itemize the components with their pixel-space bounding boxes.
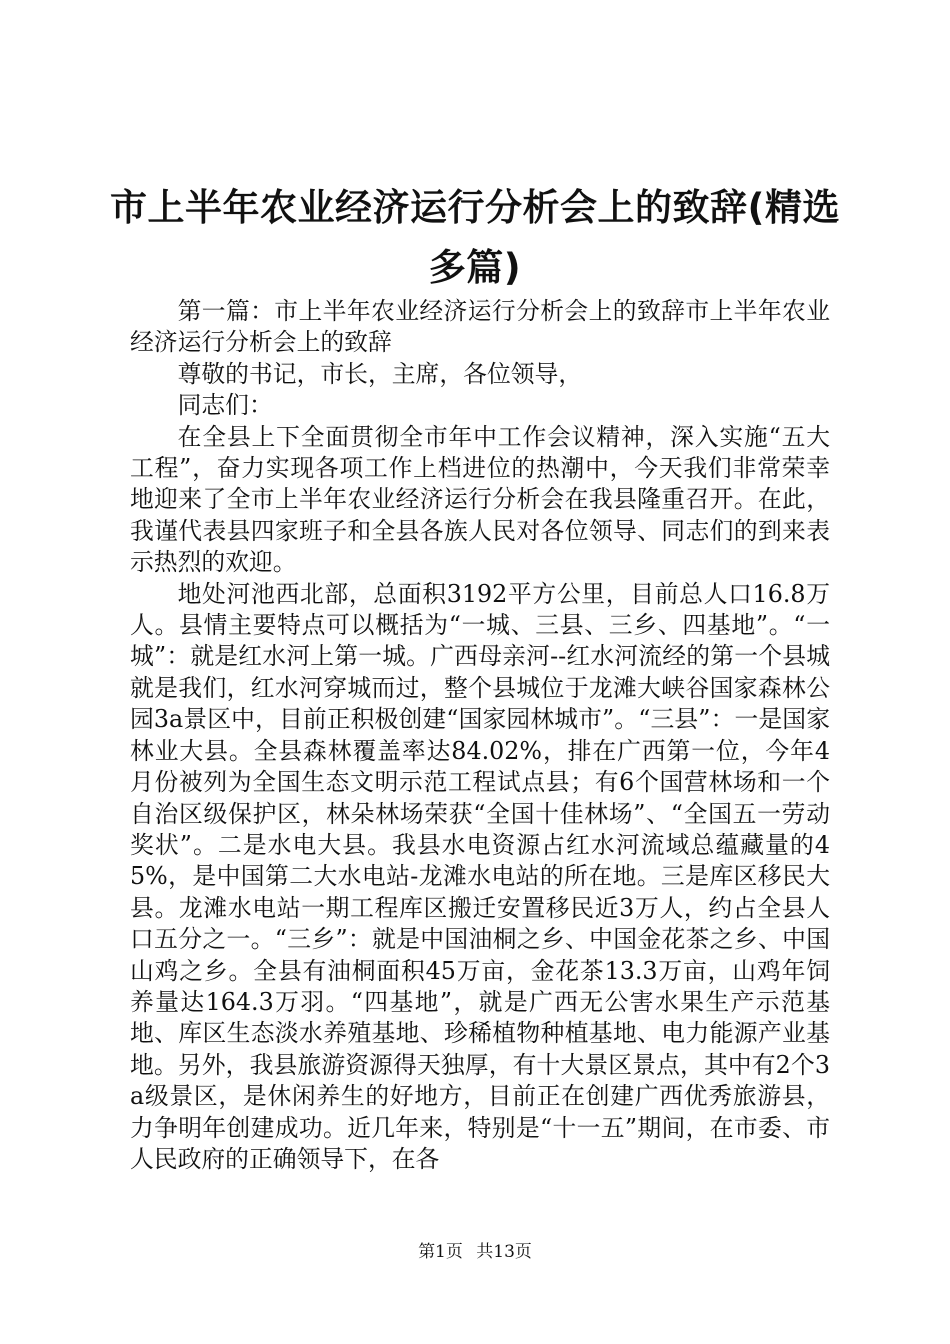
paragraph: 同志们： bbox=[177, 391, 273, 420]
paragraph: 尊敬的书记，市长，主席，各位领导， bbox=[177, 359, 583, 388]
page-footer bbox=[0, 1240, 950, 1264]
paragraph: 在全县上下全面贯彻全市年中工作会议精神，深入实施“五大工程”，奋力实现各项工作上档进位的热潮中，今天我们非常荣幸地迎来了全市上半年农业经济运行分析会在我县隆重召开。在此，我谨代表县四家班子和全县各族人民对各位领导、同志们的到来表示热烈的欢迎。 bbox=[130, 422, 830, 577]
page-number: 第1页 bbox=[418, 1242, 463, 1262]
page-total: 共13页 bbox=[476, 1242, 532, 1262]
document-title: 市上半年农业经济运行分析会上的致辞(精选多篇) bbox=[110, 186, 840, 289]
document-body bbox=[130, 296, 830, 1175]
paragraph: 地处河池西北部，总面积3192平方公里，目前总人口16.8万人。县情主要特点可以概括为“一城、三县、三乡、四基地”。“一城”：就是红水河上第一城。广西母亲河--红水河流经的第一个县城就是我们，红水河穿城而过，整个县城位于龙滩大峡谷国家森林公园3a景区中，目前正积极创建“国家园林城市”。“三县”：一是国家林业大县。全县森林覆盖率达84.02%，排在广西第一位，今年4月份被列为全国生态文明示范工程试点县；有6个国营林场和一个自治区级保护区，林朵林场荣获“全国十佳林场”、“全国五一劳动奖状”。二是水电大县。我县水电资源占红水河流域总蕴藏量的45%，是中国第二大水电站-龙滩水电站的所在地。三是库区移民大县。龙滩水电站一期工程库区搬迁安置移民近3万人，约占全县人口五分之一。“三乡”：就是中国油桐之乡、中国金花茶之乡、中国山鸡之乡。全县有油桐面积45万亩，金花茶13.3万亩，山鸡年饲养量达164.3万羽。“四基地”，就是广西无公害水果生产示范基地、库区生态淡水养殖基地、珍稀植物种植基地、电力能源产业基地。另外，我县旅游资源得天独厚，有十大景区景点，其中有2个3a级景区，是休闲养生的好地方，目前正在创建广西优秀旅游县，力争明年创建成功。近几年来，特别是“十一五”期间，在市委、市人民政府的正确领导下，在各 bbox=[130, 579, 830, 1173]
paragraph: 第一篇：市上半年农业经济运行分析会上的致辞市上半年农业经济运行分析会上的致辞 bbox=[130, 297, 830, 357]
